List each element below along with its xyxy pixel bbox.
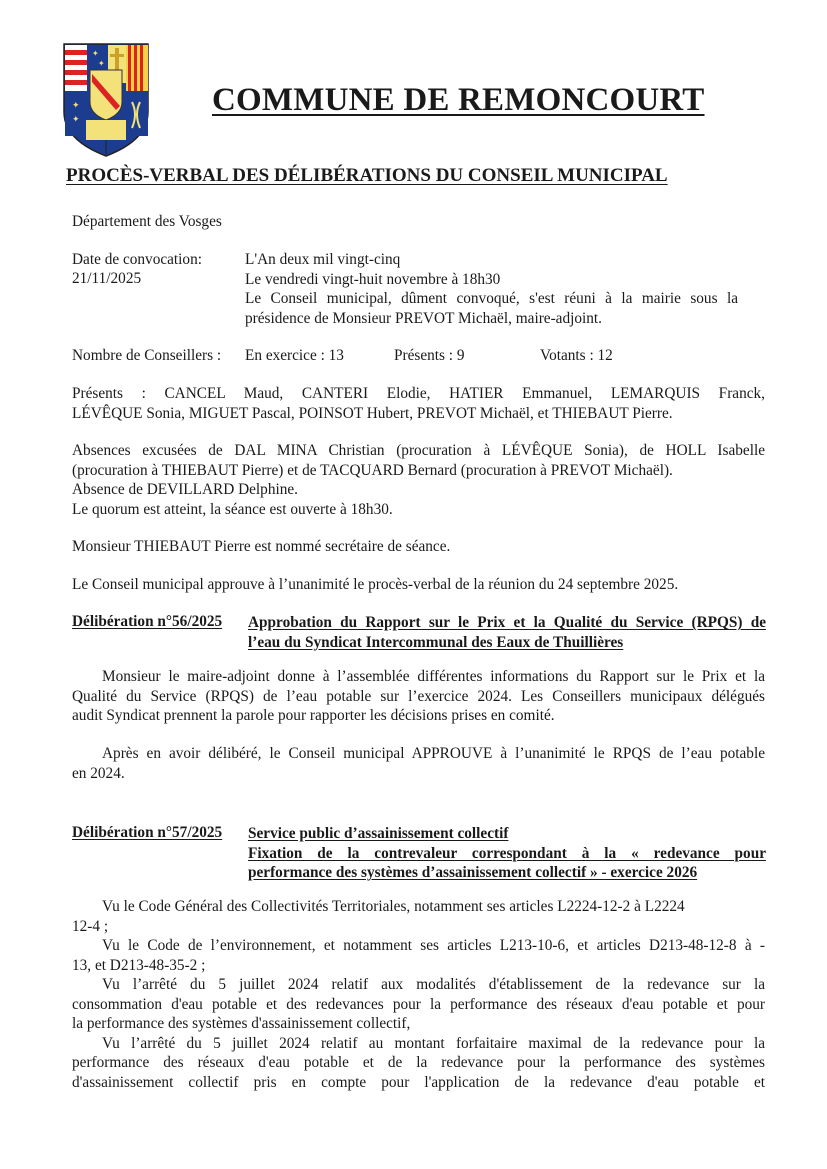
count-presents: Présents : 9 [394,347,465,364]
deliberation-56-label: Délibération n°56/2025 [72,613,223,630]
page-title: COMMUNE DE REMONCOURT [212,82,705,118]
body-line: d'assainissement collectif pris en compte pour l'application de la redevance d'eau potable et [72,1073,765,1091]
secretary-statement: Monsieur THIEBAUT Pierre est nommé secrétaire de séance. [72,538,451,555]
convocation-line: Le vendredi vingt-huit novembre à 18h30 [245,270,501,288]
body-line: 13, et D213-48-35-2 ; [72,956,206,974]
svg-text:✦: ✦ [92,49,99,58]
department: Département des Vosges [72,213,222,230]
presents-line: LÉVÊQUE Sonia, MIGUET Pascal, POINSOT Hubert, PREVOT Michaël, et THIEBAUT Pierre. [72,404,673,422]
convocation-line: Le Conseil municipal, dûment convoqué, s'est réuni à la mairie sous la [245,290,738,307]
presents-line: Présents : CANCEL Maud, CANTERI Elodie, HATIER Emmanuel, LEMARQUIS Franck, [72,385,765,402]
svg-text:✦: ✦ [72,114,80,124]
document-subtitle: PROCÈS-VERBAL DES DÉLIBÉRATIONS DU CONSEIL MUNICIPAL [66,165,668,186]
deliberation-56-body [72,667,765,726]
pv-approval: Le Conseil municipal approuve à l’unanimité le procès-verbal de la réunion du 24 septembre 2025. [72,576,679,593]
body-line: performance des réseaux d'eau potable et de la redevance pour la performance des systèmes [72,1054,765,1071]
svg-text:✦: ✦ [98,59,105,68]
counts-label: Nombre de Conseillers : [72,347,222,364]
coat-of-arms-icon [62,42,150,158]
body-line: Vu le Code de l’environnement, et notamment ses articles L213-10-6, et articles D213-48-12-8 à - [102,937,765,954]
convocation-line: L'An deux mil vingt-cinq [245,251,401,268]
convocation-label: Date de convocation: [72,251,202,268]
body-line: Vu l’arrêté du 5 juillet 2024 relatif au montant forfaitaire maximal de la redevance pour la [102,1034,765,1052]
absences-line: (procuration à THIEBAUT Pierre) et de TACQUARD Bernard (procuration à PREVOT Michaël). [72,461,673,479]
convocation-line: présidence de Monsieur PREVOT Michaël, maire-adjoint. [245,309,602,327]
deliberation-57-label: Délibération n°57/2025 [72,824,223,841]
deliberation-56-decision [72,744,765,783]
absences-line: Absences excusées de DAL MINA Christian (procuration à LÉVÊQUE Sonia), de HOLL Isabelle [72,442,765,459]
deliberation-title-line: Service public d’assainissement collectif [248,825,509,842]
count-en-exercice: En exercice : 13 [245,347,344,364]
body-line: audit Syndicat prennent la parole pour rapporter les décisions prises en comité. [72,707,555,724]
body-line: Vu le Code Général des Collectivités Territoriales, notamment ses articles L2224-12-2 à L2224 [102,898,685,915]
body-line: la performance des systèmes d'assainissement collectif, [72,1015,411,1032]
absences-line: Le quorum est atteint, la séance est ouverte à 18h30. [72,500,393,518]
body-line: 12-4 ; [72,917,109,935]
decision-line: Après en avoir délibéré, le Conseil municipal APPROUVE à l’unanimité le RPQS de l’eau potable [102,745,765,762]
count-votants: Votants : 12 [540,347,613,364]
deliberation-56-title [248,613,766,652]
body-line: Monsieur le maire-adjoint donne à l’assemblée différentes informations du Rapport sur le Prix et la [102,668,765,685]
deliberation-title-line: Fixation de la contrevaleur correspondant à la « redevance pour [248,844,766,862]
absences-paragraph [72,441,765,519]
svg-text:✦: ✦ [72,100,80,110]
deliberation-57-title [248,824,766,883]
body-line: consommation d'eau potable et des redevances pour la performance des réseaux d'eau potable et pour [72,995,765,1013]
deliberation-57-body [72,897,765,1092]
absences-line: Absence de DEVILLARD Delphine. [72,481,298,498]
decision-line: en 2024. [72,764,125,782]
body-line: Qualité du Service (RPQS) de l’eau potable sur l’exercice 2024. Les Conseillers municipaux délégués [72,687,765,705]
body-line: Vu l’arrêté du 5 juillet 2024 relatif aux modalités d'établissement de la redevance sur la [102,976,765,993]
convocation-date: 21/11/2025 [72,270,142,287]
presents-paragraph [72,384,765,423]
convocation-text [245,250,738,328]
deliberation-title-line: performance des systèmes d’assainissement collectif » - exercice 2026 [248,864,698,881]
deliberation-title-line: Approbation du Rapport sur le Prix et la Qualité du Service (RPQS) de [248,614,766,631]
deliberation-title-line: l’eau du Syndicat Intercommunal des Eaux de Thuillières [248,633,624,651]
